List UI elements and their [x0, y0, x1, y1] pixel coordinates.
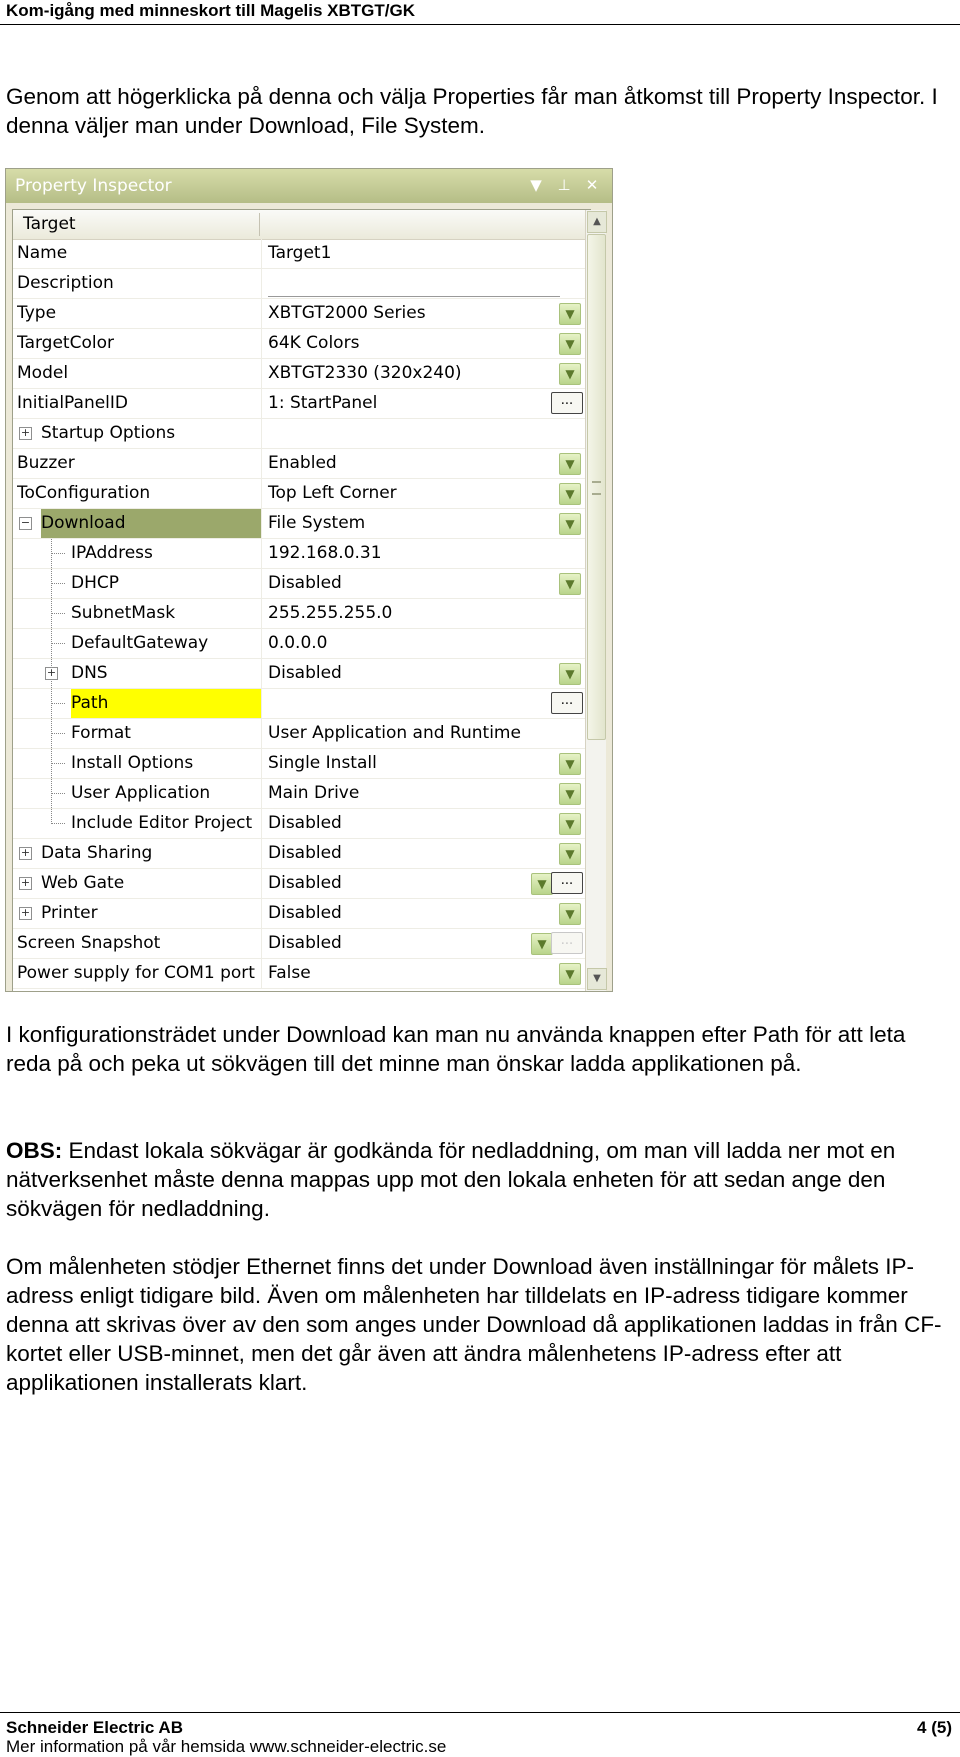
- property-name: Install Options: [71, 753, 194, 773]
- path-paragraph: I konfigurationsträdet under Download kan man nu använda knappen efter Path för att leta reda på och peka ut sökvägen till det minne man önskar ladda applikationen på.: [6, 1022, 906, 1076]
- property-row-description[interactable]: [13, 269, 585, 299]
- property-row-initialpanelid[interactable]: [13, 389, 585, 419]
- tree-line: [51, 643, 65, 644]
- scrollbar-thumb[interactable]: [587, 234, 606, 740]
- property-row-power-supply-com1[interactable]: [13, 959, 585, 989]
- property-value: Disabled: [268, 933, 342, 953]
- property-name: TargetColor: [17, 333, 114, 353]
- footer-info: Mer information på vår hemsida www.schneider-electric.se: [6, 1737, 447, 1756]
- property-value[interactable]: 192.168.0.31: [268, 543, 382, 563]
- grid-header-label: Target: [23, 214, 76, 234]
- tree-line: [51, 613, 65, 614]
- property-value: Disabled: [268, 843, 342, 863]
- property-row-startup-options[interactable]: [13, 419, 585, 449]
- property-row-buzzer[interactable]: [13, 449, 585, 479]
- dropdown-menu-icon[interactable]: ▼: [530, 176, 542, 194]
- grid-header: [13, 210, 585, 240]
- property-value: 1: StartPanel: [268, 393, 378, 413]
- property-value: Disabled: [268, 903, 342, 923]
- dropdown-arrow-icon[interactable]: ▼: [559, 483, 581, 505]
- tree-line: [51, 823, 65, 824]
- property-name: DHCP: [71, 573, 119, 593]
- property-name: InitialPanelID: [17, 393, 129, 413]
- property-value: Single Install: [268, 753, 377, 773]
- tree-line: [51, 793, 65, 794]
- tree-line: [51, 763, 65, 764]
- dropdown-arrow-icon[interactable]: ▼: [559, 843, 581, 865]
- ellipsis-button[interactable]: ...: [551, 872, 583, 894]
- property-name: Power supply for COM1 port: [17, 963, 255, 983]
- property-value: Disabled: [268, 663, 342, 683]
- property-row-install-options[interactable]: [13, 749, 585, 779]
- property-name: Model: [17, 363, 69, 383]
- scroll-up-icon[interactable]: ▲: [587, 211, 607, 233]
- dropdown-arrow-icon[interactable]: ▼: [559, 783, 581, 805]
- dropdown-arrow-icon[interactable]: ▼: [531, 873, 553, 895]
- property-name: Format: [71, 723, 131, 743]
- property-inspector-titlebar: [6, 169, 612, 203]
- dropdown-arrow-icon[interactable]: ▼: [559, 573, 581, 595]
- dropdown-arrow-icon[interactable]: ▼: [559, 663, 581, 685]
- property-name: Path: [71, 689, 261, 718]
- expand-icon[interactable]: +: [20, 906, 31, 919]
- property-name: DefaultGateway: [71, 633, 209, 653]
- property-row-web-gate[interactable]: [13, 869, 585, 899]
- dropdown-arrow-icon[interactable]: ▼: [531, 933, 553, 955]
- property-name: Buzzer: [17, 453, 75, 473]
- property-name: IPAddress: [71, 543, 153, 563]
- property-value: Top Left Corner: [268, 483, 397, 503]
- property-name: Type: [17, 303, 57, 323]
- property-name: DNS: [71, 663, 108, 683]
- property-value: Disabled: [268, 813, 342, 833]
- footer-company: Schneider Electric AB: [6, 1718, 183, 1737]
- property-value: Enabled: [268, 453, 337, 473]
- dropdown-arrow-icon[interactable]: ▼: [559, 513, 581, 535]
- tree-line: [51, 553, 65, 554]
- property-row-printer[interactable]: [13, 899, 585, 929]
- property-value: XBTGT2330 (320x240): [268, 363, 462, 383]
- property-name: SubnetMask: [71, 603, 176, 623]
- property-value: False: [268, 963, 311, 983]
- property-value[interactable]: 0.0.0.0: [268, 633, 328, 653]
- property-value: XBTGT2000 Series: [268, 303, 426, 323]
- property-row-subnetmask[interactable]: [13, 599, 585, 629]
- property-row-targetcolor[interactable]: [13, 329, 585, 359]
- property-row-screen-snapshot[interactable]: [13, 929, 585, 959]
- property-row-dns[interactable]: [13, 659, 585, 689]
- intro-paragraph: Genom att högerklicka på denna och välja Properties får man åtkomst till Property Inspector. I denna väljer man under Download, File System.: [6, 84, 938, 138]
- property-name: Include Editor Project: [71, 813, 253, 833]
- property-name: Screen Snapshot: [17, 933, 161, 953]
- ellipsis-button-disabled: ...: [551, 932, 583, 954]
- property-name: Name: [17, 243, 68, 263]
- property-row-format[interactable]: [13, 719, 585, 749]
- property-row-name[interactable]: [13, 239, 585, 269]
- document-title: Kom-igång med minneskort till Magelis XBTGT/GK: [6, 1, 415, 20]
- property-name: User Application: [71, 783, 211, 803]
- property-row-data-sharing[interactable]: [13, 839, 585, 869]
- dropdown-arrow-icon[interactable]: ▼: [559, 363, 581, 385]
- property-row-toconfiguration[interactable]: [13, 479, 585, 509]
- property-value: File System: [268, 513, 366, 533]
- tree-line: [51, 583, 65, 584]
- tree-line: [51, 703, 65, 704]
- dropdown-arrow-icon[interactable]: ▼: [559, 303, 581, 325]
- pin-icon[interactable]: ⊥: [557, 176, 571, 194]
- dropdown-arrow-icon[interactable]: ▼: [559, 333, 581, 355]
- property-row-ipaddress[interactable]: [13, 539, 585, 569]
- property-name: Printer: [41, 903, 98, 923]
- ethernet-paragraph: Om målenheten stödjer Ethernet finns det under Download även inställningar för målets IP-adress enligt tidigare bild. Även om målenheten har tilldelats en IP-adress tidigare kommer denna att skrivas över av den som anges under Download då applikationen laddas in från CF-kortet eller USB-minnet, men det går även att ändra målenhetens IP-adress efter att applikationen installerats klart.: [6, 1254, 942, 1395]
- property-name: Download: [41, 509, 261, 538]
- property-name: Description: [17, 273, 114, 293]
- property-row-defaultgateway[interactable]: [13, 629, 585, 659]
- property-value: Disabled: [268, 573, 342, 593]
- property-value: 64K Colors: [268, 333, 360, 353]
- property-name: Web Gate: [41, 873, 125, 893]
- obs-label: OBS:: [6, 1138, 63, 1163]
- footer-rule: [0, 1712, 960, 1713]
- property-value[interactable]: Target1: [268, 243, 332, 263]
- ellipsis-button[interactable]: ...: [551, 392, 583, 414]
- expand-icon[interactable]: +: [20, 876, 31, 889]
- property-row-user-application[interactable]: [13, 779, 585, 809]
- dropdown-arrow-icon[interactable]: ▼: [559, 963, 581, 985]
- browse-path-button[interactable]: ...: [551, 692, 583, 714]
- property-inspector-window: [5, 168, 613, 992]
- property-row-path[interactable]: [13, 689, 585, 719]
- property-row-type[interactable]: [13, 299, 585, 329]
- property-value[interactable]: 255.255.255.0: [268, 603, 393, 623]
- property-row-include-editor-project[interactable]: [13, 809, 585, 839]
- grid-header-divider: [259, 213, 260, 236]
- expand-icon[interactable]: +: [46, 666, 57, 679]
- property-value: Main Drive: [268, 783, 360, 803]
- dropdown-arrow-icon[interactable]: ▼: [559, 813, 581, 835]
- dropdown-arrow-icon[interactable]: ▼: [559, 453, 581, 475]
- expand-icon[interactable]: +: [20, 846, 31, 859]
- property-inspector-title: Property Inspector: [15, 176, 172, 196]
- property-rows: [13, 239, 585, 989]
- tree-line: [51, 733, 65, 734]
- collapse-icon[interactable]: −: [20, 516, 31, 529]
- property-name: ToConfiguration: [17, 483, 151, 503]
- grip-icon: [592, 481, 601, 495]
- obs-paragraph: [6, 1136, 954, 1223]
- property-name: Startup Options: [41, 423, 176, 443]
- scroll-down-icon[interactable]: ▼: [587, 968, 607, 990]
- property-value: User Application and Runtime: [268, 723, 521, 743]
- property-value: Disabled: [268, 873, 342, 893]
- edit-underline: [268, 296, 560, 297]
- expand-icon[interactable]: +: [20, 426, 31, 439]
- property-row-download[interactable]: [13, 509, 585, 539]
- property-grid: [12, 209, 601, 992]
- page-header: [0, 0, 960, 25]
- tree-line: [51, 809, 52, 824]
- property-name: Data Sharing: [41, 843, 153, 863]
- footer-page-number: 4 (5): [917, 1718, 952, 1737]
- obs-text: Endast lokala sökvägar är godkända för nedladdning, om man vill ladda ner mot en nätverksenhet måste denna mappas upp mot den lokala enheten för att sedan ange den sökvägen för nedladdning.: [6, 1138, 896, 1221]
- property-row-dhcp[interactable]: [13, 569, 585, 599]
- close-icon[interactable]: ✕: [585, 176, 599, 194]
- dropdown-arrow-icon[interactable]: ▼: [559, 903, 581, 925]
- dropdown-arrow-icon[interactable]: ▼: [559, 753, 581, 775]
- property-row-model[interactable]: [13, 359, 585, 389]
- vertical-scrollbar[interactable]: [585, 210, 606, 992]
